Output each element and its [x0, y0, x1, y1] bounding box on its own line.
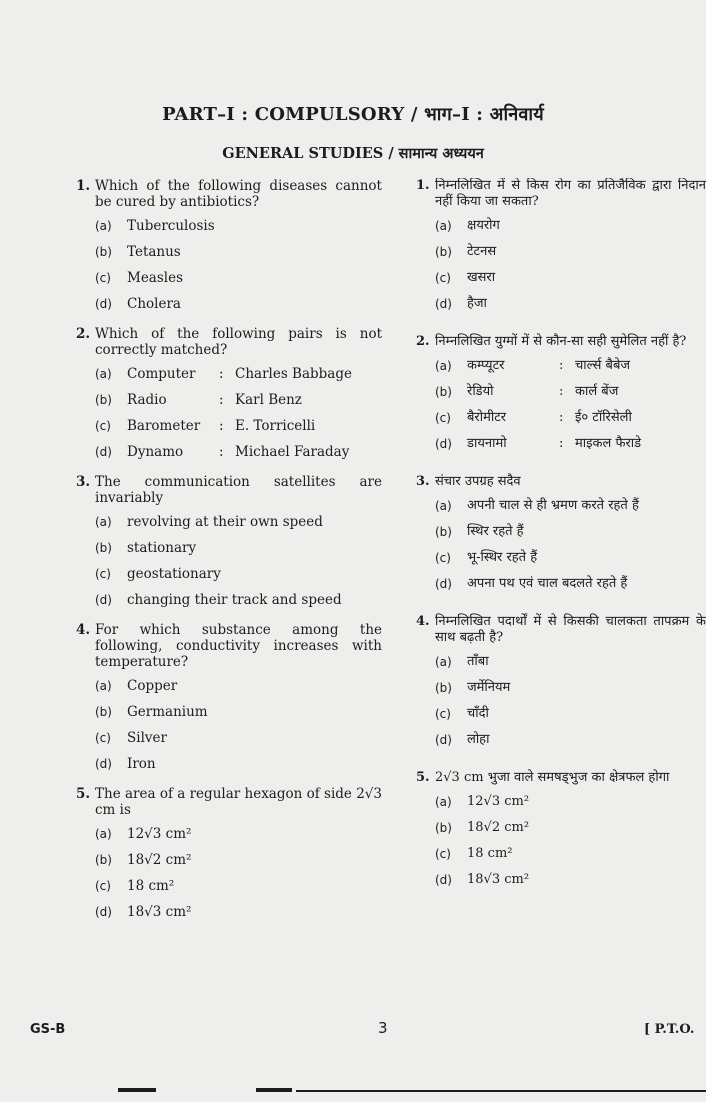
option-pair-text: कार्ल बेंज — [575, 384, 619, 399]
option-text: हैजा — [467, 296, 487, 311]
option-pair-text: चार्ल्स बैबेज — [575, 358, 631, 373]
answer-option — [95, 366, 382, 382]
answer-option — [435, 410, 706, 426]
option-label: (c) — [435, 551, 451, 565]
option-text: 12√3 cm² — [467, 794, 530, 809]
answer-option — [435, 436, 706, 452]
pair-separator: : — [219, 444, 224, 460]
option-text: Tuberculosis — [127, 218, 215, 234]
option-text: Germanium — [127, 704, 208, 720]
question-number: 3. — [416, 474, 430, 489]
option-text: 12√3 cm² — [127, 826, 192, 842]
answer-option — [435, 296, 706, 312]
question-4 — [76, 622, 382, 772]
page-number: 3 — [378, 1019, 388, 1037]
question-body: 2√3 cm भुजा वाले समषड्भुज का क्षेत्रफल होगा — [435, 770, 670, 785]
pair-separator: : — [559, 384, 564, 399]
option-text: चाँदी — [467, 706, 489, 721]
option-text: अपनी चाल से ही भ्रमण करते रहते हैं — [467, 498, 639, 513]
option-pair-text: Charles Babbage — [235, 366, 352, 382]
question-body: The communication satellites are invariably — [95, 474, 382, 506]
answer-option — [435, 270, 706, 286]
option-text: Iron — [127, 756, 156, 772]
answer-option — [435, 654, 706, 670]
question-text — [76, 474, 382, 506]
question-body: For which substance among the following, conductivity increases with temperature? — [95, 622, 382, 670]
option-text: Barometer — [127, 418, 201, 434]
question-number: 5. — [76, 786, 91, 802]
question-body: निम्नलिखित युग्मों में से कौन-सा सही सुमेलित नहीं है? — [435, 334, 687, 349]
question-text — [76, 178, 382, 210]
option-text: Measles — [127, 270, 184, 286]
option-label: (c) — [95, 419, 111, 433]
question-text — [416, 334, 706, 350]
question-number: 3. — [76, 474, 91, 490]
pair-separator: : — [559, 436, 564, 451]
answer-option — [95, 826, 382, 842]
option-text: stationary — [127, 540, 197, 556]
option-text: डायनामो — [467, 436, 507, 451]
question-3 — [76, 474, 382, 608]
option-label: (a) — [435, 795, 452, 809]
answer-option — [95, 730, 382, 746]
pair-separator: : — [219, 392, 224, 408]
answer-option — [435, 846, 706, 862]
option-text: 18√2 cm² — [127, 852, 192, 868]
question-1 — [416, 178, 706, 312]
option-label: (d) — [95, 905, 112, 919]
option-label: (b) — [435, 245, 452, 259]
option-text: बैरोमीटर — [467, 410, 507, 425]
question-1 — [76, 178, 382, 312]
answer-option — [435, 524, 706, 540]
option-text: 18√3 cm² — [127, 904, 192, 920]
answer-option — [95, 444, 382, 460]
answer-option — [95, 244, 382, 260]
answer-option — [95, 392, 382, 408]
pair-separator: : — [559, 410, 564, 425]
option-text: खसरा — [467, 270, 496, 285]
option-text: 18√3 cm² — [467, 872, 530, 887]
pair-separator: : — [559, 358, 564, 373]
option-label: (b) — [95, 245, 112, 259]
option-label: (d) — [435, 577, 452, 591]
option-text: Copper — [127, 678, 178, 694]
answer-option — [95, 218, 382, 234]
answer-option — [435, 218, 706, 234]
option-label: (c) — [95, 567, 111, 581]
question-number: 2. — [76, 326, 91, 342]
option-label: (d) — [435, 873, 452, 887]
answer-option — [95, 540, 382, 556]
option-label: (b) — [435, 821, 452, 835]
option-text: अपना पथ एवं चाल बदलते रहते हैं — [467, 576, 628, 591]
option-text: Silver — [127, 730, 167, 746]
option-pair-text: Michael Faraday — [235, 444, 350, 460]
answer-option — [95, 878, 382, 894]
option-text: revolving at their own speed — [127, 514, 323, 530]
question-text — [416, 178, 706, 210]
option-label: (b) — [435, 681, 452, 695]
option-label: (a) — [435, 655, 452, 669]
question-number: 2. — [416, 334, 430, 349]
question-text — [76, 786, 382, 818]
option-text: geostationary — [127, 566, 221, 582]
question-text — [76, 326, 382, 358]
question-body: निम्नलिखित पदार्थों में से किसकी चालकता तापक्रम के साथ बढ़ती है? — [435, 614, 706, 645]
answer-option — [95, 756, 382, 772]
option-label: (d) — [95, 593, 112, 607]
option-text: changing their track and speed — [127, 592, 342, 608]
section-subtitle: GENERAL STUDIES / सामान्य अध्ययन — [222, 145, 484, 162]
answer-option — [435, 358, 706, 374]
option-text: Computer — [127, 366, 196, 382]
english-column — [76, 178, 382, 930]
question-5 — [416, 770, 706, 888]
option-label: (d) — [435, 437, 452, 451]
question-body: Which of the following pairs is not correctly matched? — [95, 326, 382, 358]
please-turn-over: [ P.T.O. — [644, 1022, 695, 1037]
option-text: भू-स्थिर रहते हैं — [467, 550, 538, 565]
answer-option — [435, 244, 706, 260]
pair-separator: : — [219, 366, 224, 382]
option-pair-text: माइकल फैराडे — [575, 436, 642, 451]
question-number: 4. — [416, 614, 430, 629]
option-pair-text: E. Torricelli — [235, 418, 316, 434]
option-label: (c) — [435, 411, 451, 425]
question-body: संचार उपग्रह सदैव — [435, 474, 521, 489]
option-text: कम्प्यूटर — [467, 358, 505, 373]
answer-option — [435, 550, 706, 566]
option-label: (d) — [95, 445, 112, 459]
answer-option — [95, 904, 382, 920]
answer-option — [435, 706, 706, 722]
option-text: Tetanus — [127, 244, 181, 260]
answer-option — [435, 732, 706, 748]
option-label: (b) — [95, 541, 112, 555]
option-label: (b) — [435, 385, 452, 399]
pair-separator: : — [219, 418, 224, 434]
hindi-column — [416, 178, 706, 898]
option-label: (b) — [95, 853, 112, 867]
option-text: 18 cm² — [467, 846, 513, 861]
question-number: 1. — [416, 178, 430, 193]
option-label: (b) — [95, 393, 112, 407]
option-text: लोहा — [467, 732, 490, 747]
option-text: 18 cm² — [127, 878, 175, 894]
question-4 — [416, 614, 706, 748]
option-text: क्षयरोग — [467, 218, 500, 233]
option-text: रेडियो — [467, 384, 494, 399]
paper-code: GS-B — [30, 1022, 66, 1037]
option-label: (a) — [435, 499, 452, 513]
question-body: The area of a regular hexagon of side 2√3 cm is — [95, 786, 382, 818]
option-label: (d) — [435, 733, 452, 747]
option-label: (d) — [435, 297, 452, 311]
answer-option — [95, 852, 382, 868]
answer-option — [435, 680, 706, 696]
question-number: 5. — [416, 770, 430, 785]
option-label: (a) — [95, 515, 112, 529]
option-text: Dynamo — [127, 444, 184, 460]
answer-option — [435, 498, 706, 514]
option-label: (a) — [95, 367, 112, 381]
question-5 — [76, 786, 382, 920]
option-label: (c) — [95, 731, 111, 745]
answer-option — [435, 384, 706, 400]
option-label: (d) — [95, 297, 112, 311]
answer-option — [435, 820, 706, 836]
option-label: (a) — [435, 219, 452, 233]
question-number: 4. — [76, 622, 91, 638]
option-text: 18√2 cm² — [467, 820, 530, 835]
option-label: (c) — [435, 847, 451, 861]
question-2 — [76, 326, 382, 460]
option-text: जर्मेनियम — [467, 680, 511, 695]
footer-rule — [296, 1090, 706, 1092]
answer-option — [95, 296, 382, 312]
question-text — [416, 770, 706, 786]
option-pair-text: ई० टॉरिसेली — [575, 410, 632, 425]
option-label: (c) — [95, 271, 111, 285]
question-text — [416, 614, 706, 646]
option-label: (d) — [95, 757, 112, 771]
footer-rule — [118, 1088, 156, 1092]
option-text: Radio — [127, 392, 167, 408]
question-text — [416, 474, 706, 490]
answer-option — [95, 418, 382, 434]
option-label: (c) — [435, 707, 451, 721]
question-body: Which of the following diseases cannot be cured by antibiotics? — [95, 178, 382, 210]
answer-option — [95, 566, 382, 582]
question-number: 1. — [76, 178, 91, 194]
option-label: (b) — [435, 525, 452, 539]
option-label: (a) — [95, 679, 112, 693]
option-text: टेटनस — [467, 244, 497, 259]
answer-option — [95, 678, 382, 694]
answer-option — [435, 576, 706, 592]
answer-option — [435, 872, 706, 888]
option-text: ताँबा — [467, 654, 489, 669]
question-3 — [416, 474, 706, 592]
option-label: (a) — [435, 359, 452, 373]
answer-option — [95, 592, 382, 608]
option-label: (c) — [95, 879, 111, 893]
option-pair-text: Karl Benz — [235, 392, 302, 408]
footer-rule — [256, 1088, 292, 1092]
option-label: (a) — [95, 827, 112, 841]
answer-option — [95, 704, 382, 720]
option-text: Cholera — [127, 296, 181, 312]
question-2 — [416, 334, 706, 452]
page-title: PART–I : COMPULSORY / भाग–I : अनिवार्य — [162, 104, 544, 125]
option-text: स्थिर रहते हैं — [467, 524, 524, 539]
question-text — [76, 622, 382, 670]
question-body: निम्नलिखित में से किस रोग का प्रतिजैविक द्वारा निदान नहीं किया जा सकता? — [435, 178, 706, 209]
answer-option — [95, 514, 382, 530]
answer-option — [435, 794, 706, 810]
option-label: (c) — [435, 271, 451, 285]
option-label: (a) — [95, 219, 112, 233]
option-label: (b) — [95, 705, 112, 719]
answer-option — [95, 270, 382, 286]
